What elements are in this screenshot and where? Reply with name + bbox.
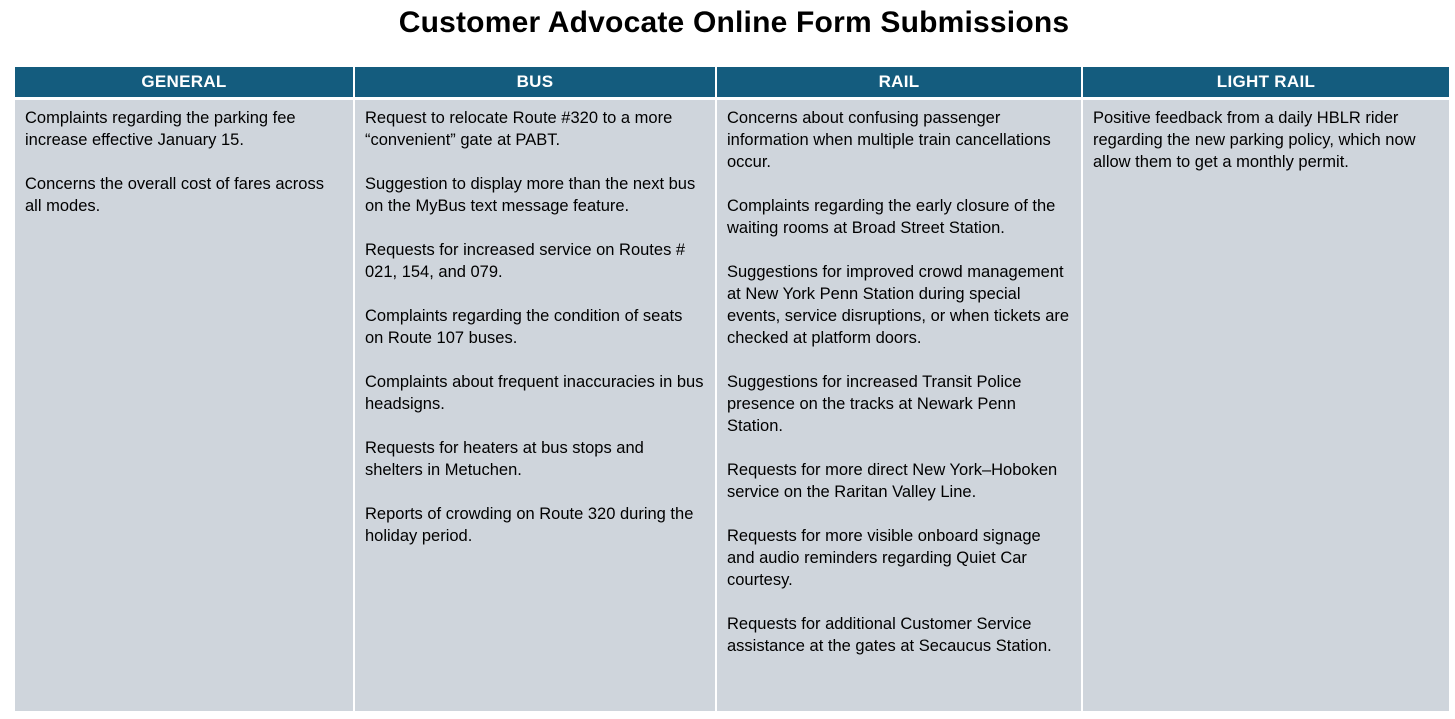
general-item: Concerns the overall cost of fares across all modes. bbox=[25, 175, 324, 215]
rail-item: Suggestions for increased Transit Police presence on the tracks at Newark Penn Station. bbox=[727, 373, 1022, 435]
rail-cell bbox=[717, 100, 1081, 711]
column-header-bus: BUS bbox=[355, 67, 715, 97]
bus-item: Request to relocate Route #320 to a more “convenient” gate at PABT. bbox=[365, 109, 673, 149]
rail-item: Requests for additional Customer Service assistance at the gates at Secaucus Station. bbox=[727, 615, 1052, 655]
bus-item: Complaints about frequent inaccuracies in bus headsigns. bbox=[365, 373, 704, 413]
submissions-table bbox=[15, 67, 1445, 708]
column-header-light-rail: LIGHT RAIL bbox=[1083, 67, 1449, 97]
bus-item: Reports of crowding on Route 320 during the holiday period. bbox=[365, 505, 694, 545]
rail-item: Requests for more visible onboard signage and audio reminders regarding Quiet Car courtesy. bbox=[727, 527, 1041, 589]
bus-item: Requests for heaters at bus stops and shelters in Metuchen. bbox=[365, 439, 644, 479]
rail-item: Requests for more direct New York–Hoboken service on the Raritan Valley Line. bbox=[727, 461, 1058, 501]
rail-item: Suggestions for improved crowd management at New York Penn Station during special events, service disruptions, or when tickets are checked at platform doors. bbox=[727, 263, 1070, 347]
bus-item: Suggestion to display more than the next bus on the MyBus text message feature. bbox=[365, 175, 696, 215]
bus-item: Requests for increased service on Routes # 021, 154, and 079. bbox=[365, 241, 686, 281]
column-header-general: GENERAL bbox=[15, 67, 353, 97]
light-rail-cell bbox=[1083, 100, 1449, 711]
light-rail-item: Positive feedback from a daily HBLR rider regarding the new parking policy, which now allow them to get a monthly permit. bbox=[1093, 109, 1416, 171]
bus-cell bbox=[355, 100, 715, 711]
bus-item: Complaints regarding the condition of seats on Route 107 buses. bbox=[365, 307, 683, 347]
rail-item: Concerns about confusing passenger information when multiple train cancellations occur. bbox=[727, 109, 1051, 171]
rail-item: Complaints regarding the early closure of the waiting rooms at Broad Street Station. bbox=[727, 197, 1056, 237]
column-header-rail: RAIL bbox=[717, 67, 1081, 97]
page-title: Customer Advocate Online Form Submissions bbox=[398, 6, 1070, 39]
general-cell bbox=[15, 100, 353, 711]
general-item: Complaints regarding the parking fee increase effective January 15. bbox=[25, 109, 296, 149]
